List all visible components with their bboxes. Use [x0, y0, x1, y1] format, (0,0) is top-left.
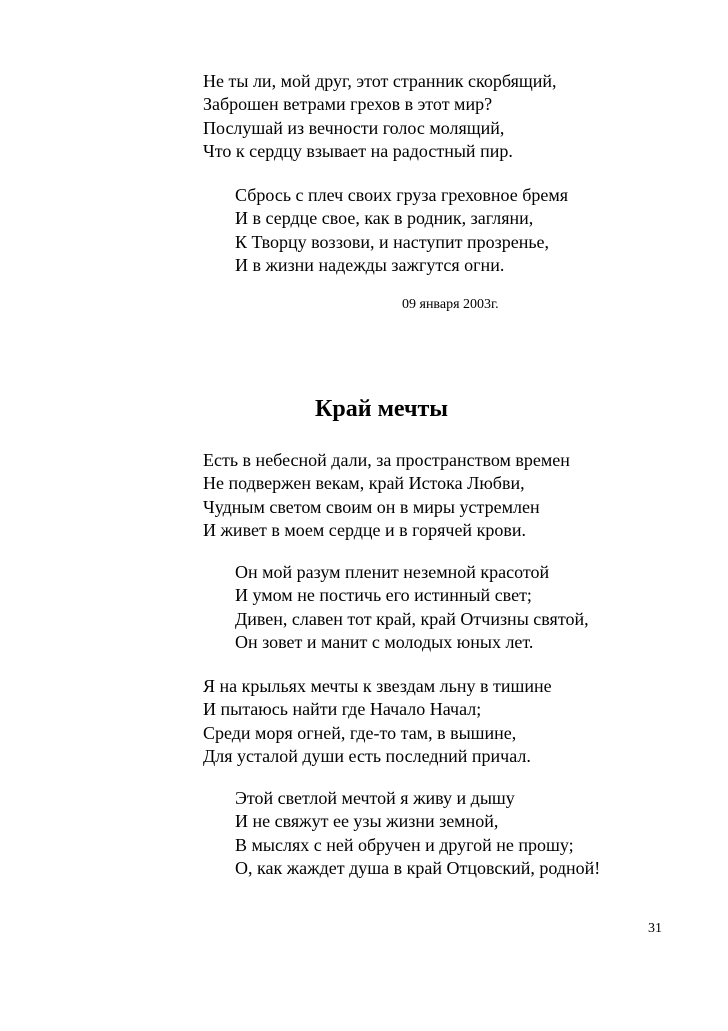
poem-line: И живет в моем сердце и в горячей крови.	[203, 519, 526, 540]
poem-line: Сбрось с плеч своих груза греховное бремя	[235, 185, 569, 205]
poem2-stanza-3	[203, 675, 552, 768]
poem-line: Дивен, славен тот край, край Отчизны святой,	[235, 608, 589, 629]
poem2-stanza-4	[235, 787, 600, 880]
poem-line: К Творцу воззови, и наступит прозренье,	[235, 231, 550, 252]
poem-line: Не ты ли, мой друг, этот странник скорбящий,	[203, 71, 557, 91]
poem-line: Я на крыльях мечты к звездам льну в тишине	[203, 676, 552, 696]
poem-line: И не свяжут ее узы жизни земной,	[235, 811, 499, 832]
poem-line: Заброшен ветрами грехов в этот мир?	[203, 94, 493, 115]
poem-line: И в сердце свое, как в родник, загляни,	[235, 208, 534, 229]
poem-line: И пытаюсь найти где Начало Начал;	[203, 699, 482, 720]
poem-line: Чудным светом своим он в миры устремлен	[203, 496, 540, 517]
poem-line: И умом не постичь его истинный свет;	[235, 585, 532, 606]
poem-line: Не подвержен векам, край Истока Любви,	[203, 473, 525, 494]
poem-line: И в жизни надежды зажгутся огни.	[235, 254, 505, 275]
poem1-stanza-2	[235, 184, 568, 277]
poem-line: В мыслях с ней обручен и другой не прошу;	[235, 834, 574, 855]
poem-line: Для усталой души есть последний причал.	[203, 745, 531, 766]
poem-line: Есть в небесной дали, за пространством времен	[203, 450, 570, 470]
poem2-stanza-1	[203, 449, 570, 542]
poem2-stanza-2	[235, 561, 589, 654]
poem1-date: 09 января 2003г.	[402, 297, 499, 312]
poem-line: Что к сердцу взывает на радостный пир.	[203, 140, 513, 161]
poem-line: Этой светлой мечтой я живу и дышу	[235, 788, 515, 808]
poem-line: Он мой разум пленит неземной красотой	[235, 562, 550, 582]
poem2-title: Край мечты	[315, 396, 449, 422]
poem1-stanza-1	[203, 70, 557, 163]
page-number: 31	[648, 921, 662, 936]
poem-line: О, как жаждет душа в край Отцовский, родной!	[235, 857, 601, 878]
poem-line: Послушай из вечности голос молящий,	[203, 117, 505, 138]
poem-line: Среди моря огней, где-то там, в вышине,	[203, 722, 517, 743]
poem-line: Он зовет и манит с молодых юных лет.	[235, 631, 534, 652]
